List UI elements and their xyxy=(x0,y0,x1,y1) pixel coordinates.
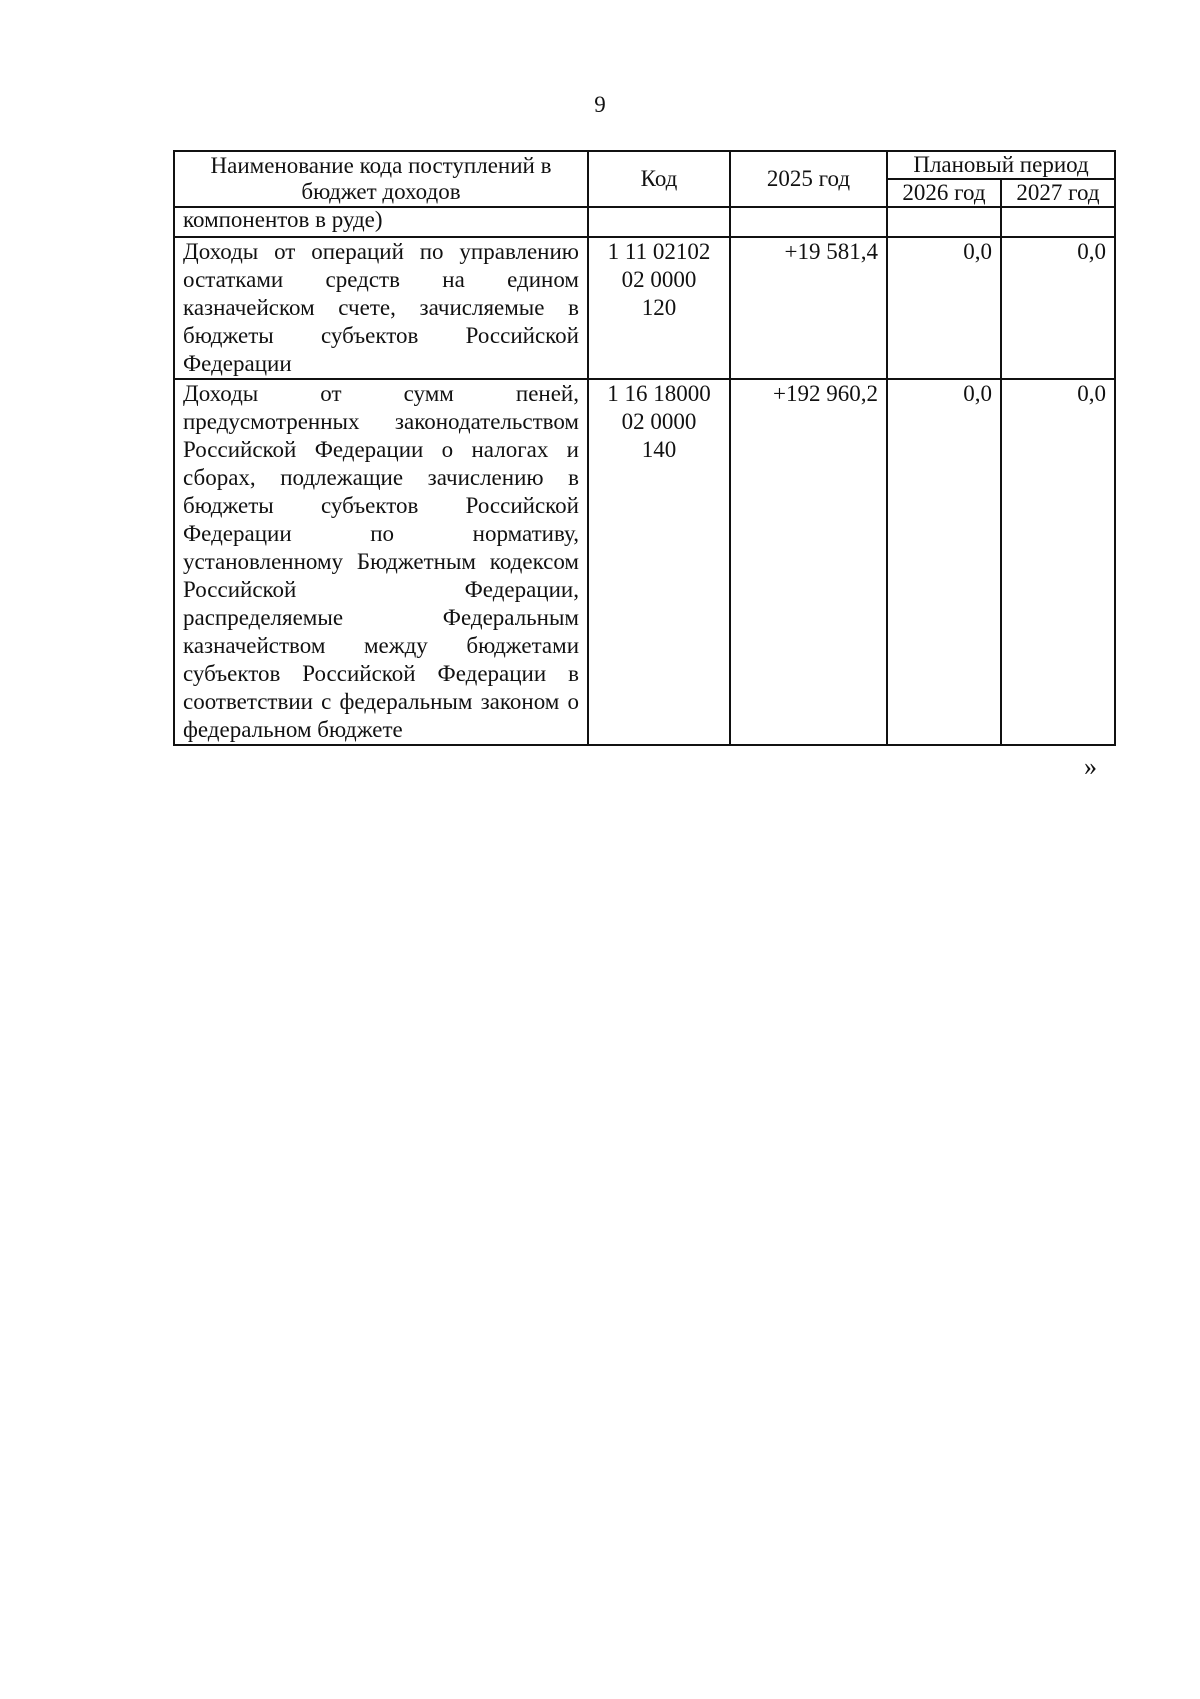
row-value-2026: 0,0 xyxy=(887,237,1001,379)
header-name: Наименование кода поступлений в бюджет доходов xyxy=(174,151,588,207)
table-row xyxy=(174,379,1115,745)
header-planning-period: Плановый период xyxy=(887,151,1115,179)
page-number: 9 xyxy=(594,92,606,117)
row-value-2027: 0,0 xyxy=(1001,379,1115,745)
table-body xyxy=(174,207,1115,745)
row-value-2026 xyxy=(887,207,1001,237)
header-year-2026: 2026 год xyxy=(887,179,1001,207)
table-row xyxy=(174,237,1115,379)
closing-quote: » xyxy=(1084,752,1097,781)
row-value-2027 xyxy=(1001,207,1115,237)
table-row xyxy=(174,207,1115,237)
row-value-2025: +19 581,4 xyxy=(730,237,887,379)
row-code xyxy=(588,207,730,237)
row-name: компонентов в руде) xyxy=(174,207,588,237)
row-value-2025: +192 960,2 xyxy=(730,379,887,745)
row-value-2026: 0,0 xyxy=(887,379,1001,745)
revenue-table xyxy=(173,150,1116,746)
row-code: 1 16 18000 02 0000 140 xyxy=(588,379,730,745)
row-value-2027: 0,0 xyxy=(1001,237,1115,379)
header-year-2025: 2025 год xyxy=(730,151,887,207)
row-name: Доходы от сумм пеней, предусмотренных законодательством Российской Федерации о налогах и сборах, подлежащие зачислению в бюджеты субъектов Российской Федерации по нормативу, установленному Бюджетным кодексом Российской Федерации, распределяемые Федеральным казначейством между бюджетами субъектов Российской Федерации в соответствии с федеральным законом о федеральном бюджете xyxy=(174,379,588,745)
row-name: Доходы от операций по управлению остатками средств на едином казначейском счете, зачисляемые в бюджеты субъектов Российской Федерации xyxy=(174,237,588,379)
header-code: Код xyxy=(588,151,730,207)
row-code: 1 11 02102 02 0000 120 xyxy=(588,237,730,379)
row-value-2025 xyxy=(730,207,887,237)
header-year-2027: 2027 год xyxy=(1001,179,1115,207)
table-header xyxy=(174,151,1115,207)
